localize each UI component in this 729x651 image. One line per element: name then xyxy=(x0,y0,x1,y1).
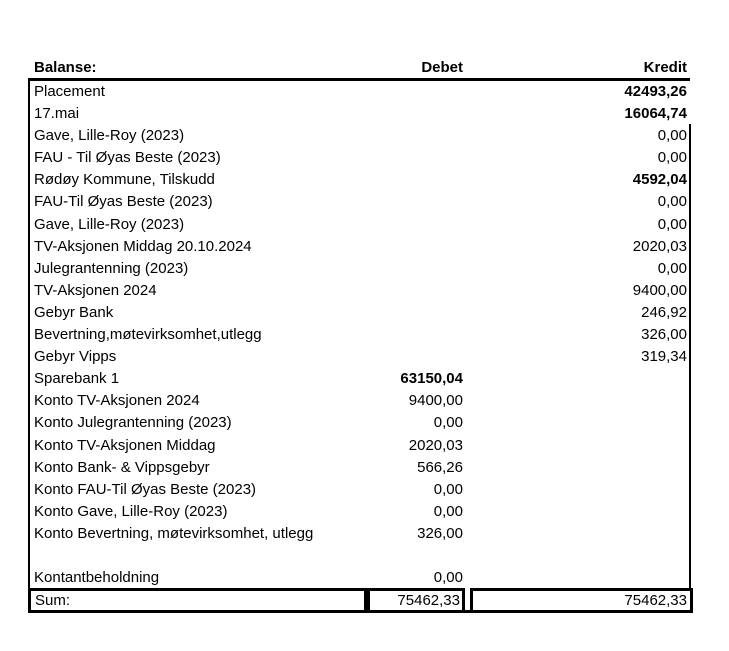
row-debet-value: 0,00 xyxy=(433,502,463,520)
row-debet-value xyxy=(313,103,463,125)
row-kredit-value: 0,00 xyxy=(657,149,687,167)
sum-debet-value: 75462,33 xyxy=(367,588,465,613)
row-debet-value xyxy=(313,214,463,236)
row-kredit-value xyxy=(463,412,690,434)
table-row xyxy=(30,169,690,191)
row-kredit-value xyxy=(463,479,690,501)
table-row xyxy=(30,147,690,169)
row-debet-value xyxy=(313,302,463,324)
row-label: Placement xyxy=(34,83,105,100)
table-row xyxy=(30,81,690,103)
row-label: Julegrantenning (2023) xyxy=(34,259,189,277)
table-row xyxy=(30,545,690,567)
row-debet-value xyxy=(313,191,463,213)
row-debet-value xyxy=(313,545,463,567)
table-row xyxy=(30,214,690,236)
row-label: Gave, Lille-Roy (2023) xyxy=(34,215,185,233)
row-kredit-value: 0,00 xyxy=(657,127,687,145)
row-label: FAU - Til Øyas Beste (2023) xyxy=(34,149,221,167)
row-debet-value xyxy=(313,81,463,103)
row-kredit-value: 2020,03 xyxy=(632,237,687,255)
row-kredit-value: 16064,74 xyxy=(624,105,687,123)
row-kredit-value xyxy=(463,457,690,479)
row-debet-value xyxy=(313,169,463,191)
row-debet-value: 0,00 xyxy=(433,569,463,587)
table-rows xyxy=(30,81,690,589)
row-label: Bevertning,møtevirksomhet,utlegg xyxy=(34,326,262,344)
row-label xyxy=(30,545,313,567)
row-label: TV-Aksjonen Middag 20.10.2024 xyxy=(34,237,252,255)
row-label: Konto Gave, Lille-Roy (2023) xyxy=(34,502,228,520)
row-debet-value xyxy=(313,346,463,368)
table-row xyxy=(30,368,690,390)
row-debet-value xyxy=(313,258,463,280)
row-label: Konto Bevertning, møtevirksomhet, utlegg xyxy=(34,524,313,542)
row-kredit-value: 319,34 xyxy=(641,348,687,366)
row-label: Sparebank 1 xyxy=(34,370,120,388)
table-row xyxy=(30,236,690,258)
table-row xyxy=(30,523,690,545)
table-header-row xyxy=(30,57,690,78)
row-label: Gebyr Bank xyxy=(34,303,114,321)
sum-row-label: Sum: xyxy=(28,588,367,613)
row-label: Gebyr Vipps xyxy=(34,348,117,366)
table-row xyxy=(30,412,690,434)
table-row xyxy=(30,280,690,302)
table-row xyxy=(30,324,690,346)
row-kredit-value: 4592,04 xyxy=(632,171,687,189)
row-label: Konto Bank- & Vippsgebyr xyxy=(34,458,210,476)
table-row xyxy=(30,479,690,501)
table-row xyxy=(30,302,690,324)
row-label: Konto TV-Aksjonen Middag xyxy=(34,436,216,454)
row-debet-value: 2020,03 xyxy=(408,436,463,454)
table-row xyxy=(30,390,690,412)
row-debet-value: 0,00 xyxy=(433,480,463,498)
table-row xyxy=(30,435,690,457)
row-kredit-value: 0,00 xyxy=(657,215,687,233)
row-debet-value: 326,00 xyxy=(417,524,463,542)
row-kredit-value xyxy=(463,368,690,390)
header-balanse-label: Balanse: xyxy=(34,59,97,76)
row-kredit-value xyxy=(463,435,690,457)
row-label: FAU-Til Øyas Beste (2023) xyxy=(34,193,213,211)
row-debet-value: 63150,04 xyxy=(400,370,463,388)
balance-table xyxy=(28,78,690,613)
row-kredit-value: 9400,00 xyxy=(632,281,687,299)
sum-kredit-value: 75462,33 xyxy=(470,588,693,613)
table-row xyxy=(30,258,690,280)
row-kredit-value xyxy=(463,545,690,567)
row-label: 17.mai xyxy=(34,105,80,123)
row-debet-value xyxy=(313,280,463,302)
row-kredit-value: 326,00 xyxy=(641,326,687,344)
table-row xyxy=(30,346,690,368)
row-debet-value: 9400,00 xyxy=(408,392,463,410)
table-row xyxy=(30,103,690,125)
row-label: Konto TV-Aksjonen 2024 xyxy=(34,392,200,410)
row-kredit-value: 0,00 xyxy=(657,193,687,211)
row-debet-value: 0,00 xyxy=(433,414,463,432)
row-debet-value xyxy=(313,147,463,169)
table-row xyxy=(30,457,690,479)
row-kredit-value xyxy=(463,390,690,412)
row-label: Gave, Lille-Roy (2023) xyxy=(34,127,185,145)
table-right-border xyxy=(689,124,691,588)
row-kredit-value xyxy=(463,523,690,545)
table-row xyxy=(30,501,690,523)
row-debet-value xyxy=(313,236,463,258)
table-row xyxy=(30,191,690,213)
row-debet-value xyxy=(313,125,463,147)
header-debet-label: Debet xyxy=(421,59,463,76)
row-label: Kontantbeholdning xyxy=(34,569,160,587)
row-debet-value xyxy=(313,324,463,346)
row-kredit-value: 0,00 xyxy=(657,259,687,277)
row-debet-value: 566,26 xyxy=(417,458,463,476)
row-label: Rødøy Kommune, Tilskudd xyxy=(34,171,215,189)
table-row xyxy=(30,567,690,589)
row-label: Konto FAU-Til Øyas Beste (2023) xyxy=(34,480,257,498)
row-label: Konto Julegrantenning (2023) xyxy=(34,414,232,432)
row-kredit-value: 246,92 xyxy=(641,303,687,321)
header-kredit-label: Kredit xyxy=(643,59,687,76)
table-row xyxy=(30,125,690,147)
row-kredit-value xyxy=(463,501,690,523)
row-label: TV-Aksjonen 2024 xyxy=(34,281,157,299)
row-kredit-value: 42493,26 xyxy=(624,83,687,100)
row-kredit-value xyxy=(463,567,690,589)
